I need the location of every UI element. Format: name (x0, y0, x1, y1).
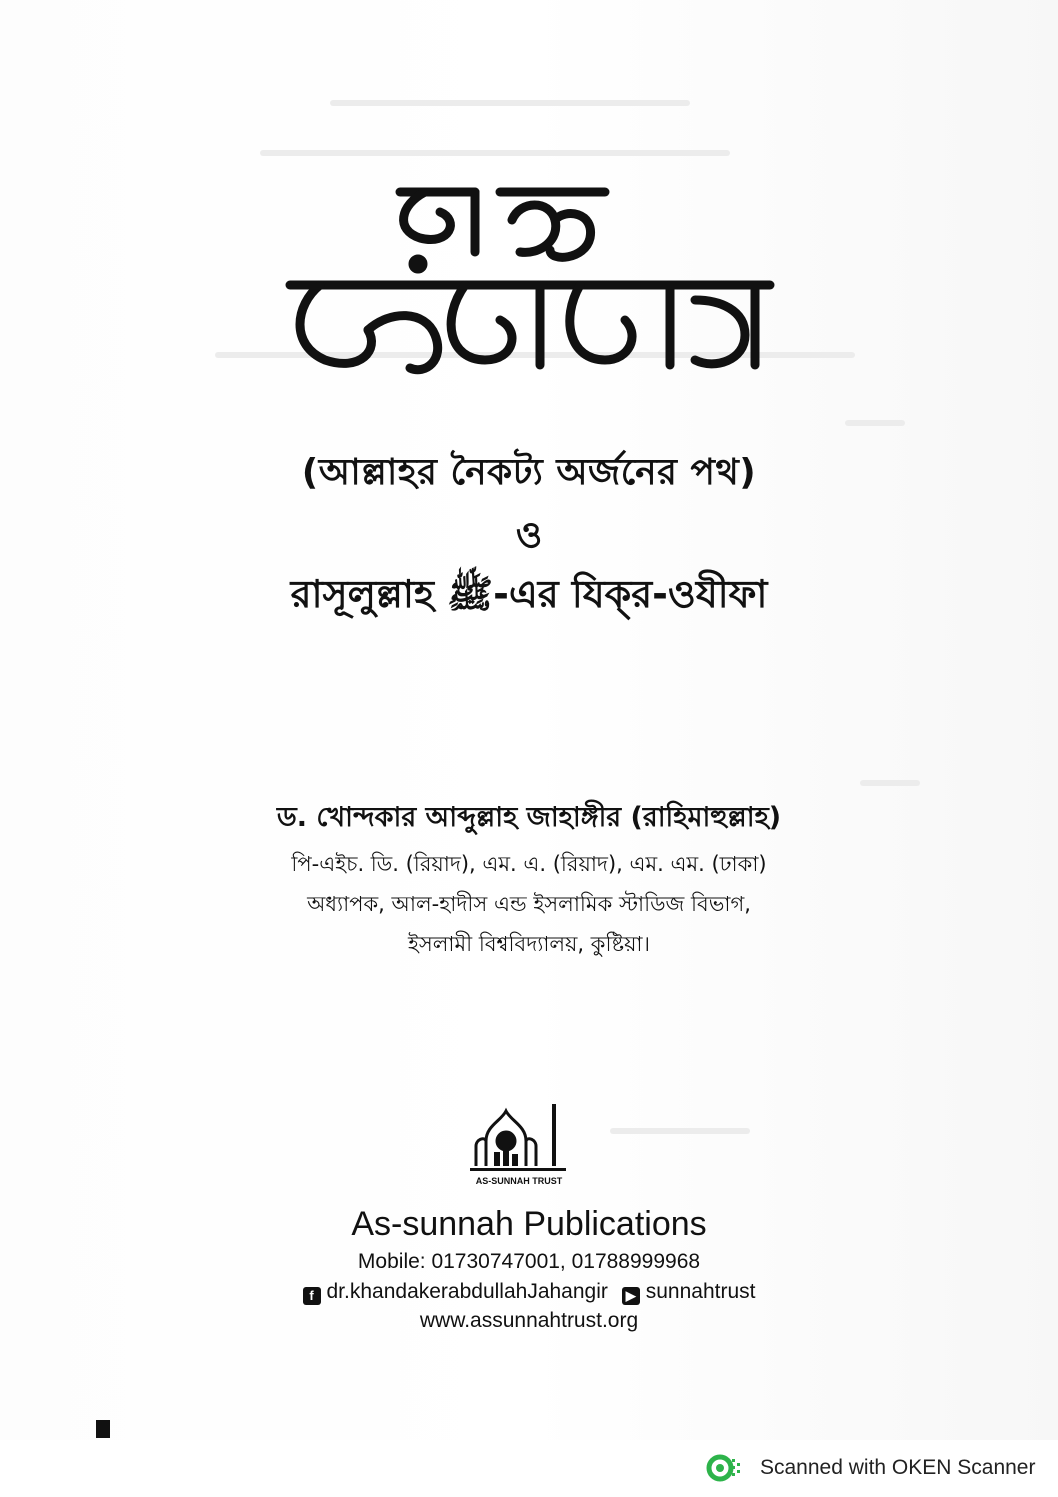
conjunction: ও (515, 515, 543, 556)
bleed-through-line (610, 1128, 750, 1134)
scanner-label: Scanned with OKEN Scanner (760, 1456, 1036, 1479)
author-institution: ইসলামী বিশ্ববিদ্যালয়, কুষ্টিয়া। (407, 932, 651, 956)
author-name: ড. খোন্দকার আব্দুল্লাহ জাহাঙ্গীর (রাহিমাহুল্লাহ) (276, 802, 782, 833)
page-edge-shadow (96, 1420, 110, 1438)
author-degrees: পি-এইচ. ডি. (রিয়াদ), এম. এ. (রিয়াদ), এম. এম. (ঢাকা) (291, 852, 767, 876)
trust-logo-text: AS-SUNNAH TRUST (475, 1176, 563, 1186)
bleed-through-line (845, 420, 905, 426)
title-calligraphy (250, 160, 810, 390)
book-subtitle: (আল্লাহর নৈকট্য অর্জনের পথ) (301, 452, 757, 493)
oken-scanner-icon (706, 1451, 740, 1485)
facebook-handle: dr.khandakerabdullahJahangir (326, 1280, 608, 1303)
publisher-social (0, 1280, 1058, 1305)
youtube-icon: ▶ (622, 1287, 640, 1305)
publisher-mobile: Mobile: 01730747001, 01788999968 (357, 1250, 701, 1273)
as-sunnah-trust-logo (466, 1096, 576, 1192)
publisher-name: As-sunnah Publications (351, 1205, 707, 1243)
bleed-through-line (260, 150, 730, 156)
book-subtitle-2: রাসূলুল্লাহ ﷺ-এর যিক্‌র-ওযীফা (290, 572, 768, 616)
youtube-handle: sunnahtrust (645, 1280, 756, 1303)
facebook-icon: f (303, 1287, 321, 1305)
bleed-through-line (860, 780, 920, 786)
bleed-through-line (330, 100, 690, 106)
author-position: অধ্যাপক, আল-হাদীস এন্ড ইসলামিক স্টাডিজ বিভাগ, (307, 892, 751, 916)
publisher-website: www.assunnahtrust.org (419, 1309, 639, 1332)
scanner-watermark (706, 1448, 1035, 1488)
